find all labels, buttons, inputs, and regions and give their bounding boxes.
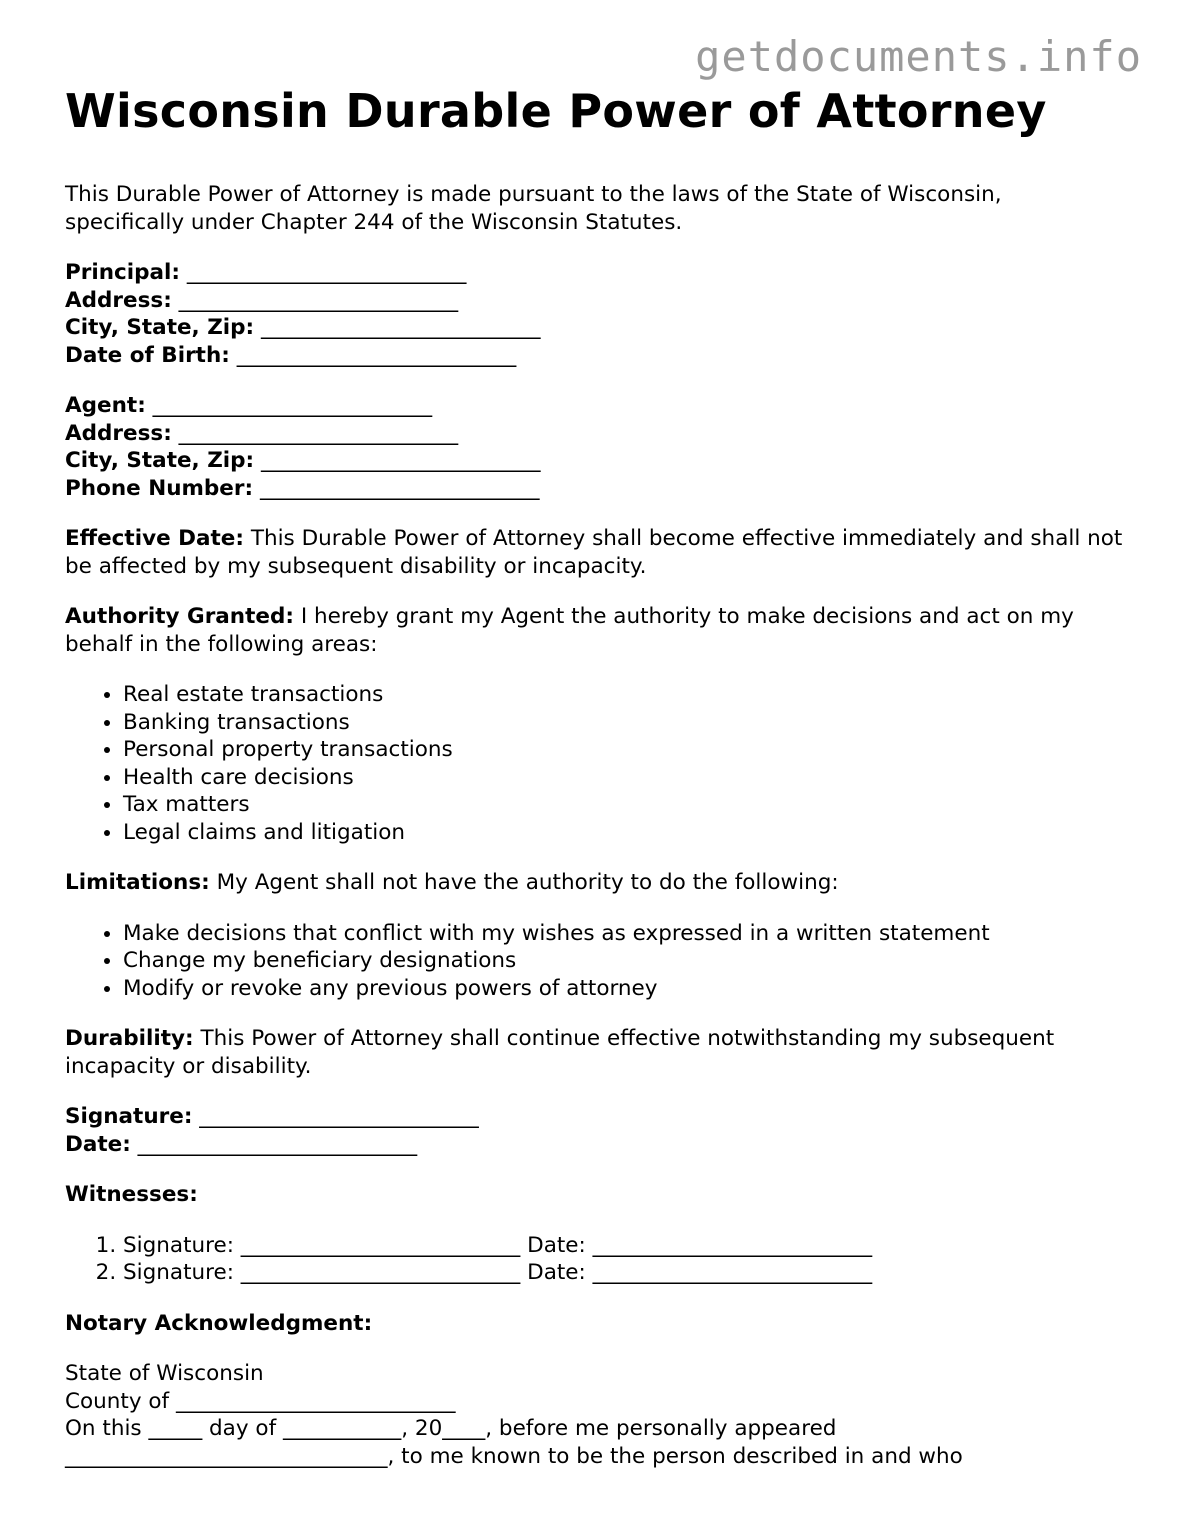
- notary-date-line[interactable]: On this _____ day of ___________, 20____, before me personally appeared: [65, 1416, 837, 1441]
- list-item: • Personal property transactions: [123, 736, 1125, 764]
- notary-section: [65, 1360, 1125, 1470]
- agent-fields: [65, 392, 1125, 502]
- authority-paragraph: Authority Granted: I hereby grant my Agent the authority to make decisions and act on my behalf in the following areas:: [65, 604, 1074, 657]
- limitations-label: Limitations:: [65, 870, 210, 895]
- intro-paragraph: This Durable Power of Attorney is made pursuant to the laws of the State of Wisconsin, specifically under Chapter 244 of the Wisconsin Statutes.: [65, 182, 1002, 235]
- durability-paragraph: Durability: This Power of Attorney shall continue effective notwithstanding my subsequent incapacity or disability.: [65, 1026, 1055, 1079]
- notary-heading: Notary Acknowledgment:: [65, 1310, 373, 1336]
- notary-appeared-line[interactable]: ______________________________, to me known to be the person described in and who: [65, 1443, 963, 1469]
- list-item: • Health care decisions: [123, 764, 1125, 792]
- list-item: • Legal claims and litigation: [123, 819, 1125, 847]
- agent-city-state-zip-field[interactable]: City, State, Zip: __________________________: [65, 448, 541, 473]
- witnesses-list: [65, 1232, 1125, 1287]
- limitations-paragraph: Limitations: My Agent shall not have the authority to do the following:: [65, 870, 839, 895]
- signature-date-field[interactable]: Date: __________________________: [65, 1131, 418, 1157]
- notary-state-line: State of Wisconsin: [65, 1361, 264, 1386]
- principal-signature-field[interactable]: Signature: __________________________: [65, 1104, 479, 1129]
- agent-phone-number-field[interactable]: Phone Number: __________________________: [65, 475, 540, 501]
- effective-date-paragraph: Effective Date: This Durable Power of Attorney shall become effective immediately and shall not be affected by my subsequent disability or incapacity.: [65, 526, 1123, 579]
- durability-label: Durability:: [65, 1026, 194, 1051]
- principal-date-of-birth-field[interactable]: Date of Birth: __________________________: [65, 342, 517, 368]
- witness-signature-line[interactable]: 2. Signature: __________________________ Date: __________________________: [123, 1259, 1125, 1287]
- list-item: • Real estate transactions: [123, 681, 1125, 709]
- document-page: [65, 84, 1125, 1470]
- witnesses-heading: Witnesses:: [65, 1182, 198, 1207]
- authority-list: [65, 681, 1125, 846]
- witness-signature-line[interactable]: 1. Signature: __________________________ Date: __________________________: [123, 1232, 1125, 1260]
- authority-label: Authority Granted:: [65, 604, 294, 629]
- list-item: • Banking transactions: [123, 709, 1125, 737]
- list-item: • Tax matters: [123, 791, 1125, 819]
- effective-date-label: Effective Date:: [65, 526, 244, 551]
- principal-fields: [65, 259, 1125, 369]
- principal-city-state-zip-field[interactable]: City, State, Zip: __________________________: [65, 315, 541, 340]
- watermark: getdocuments.info: [695, 32, 1142, 81]
- list-item: • Make decisions that conflict with my wishes as expressed in a written statement: [123, 920, 1125, 948]
- list-item: • Change my beneficiary designations: [123, 947, 1125, 975]
- principal-address-field[interactable]: Address: __________________________: [65, 287, 459, 313]
- list-item: • Modify or revoke any previous powers of attorney: [123, 975, 1125, 1003]
- limitations-list: [65, 920, 1125, 1003]
- principal-name-field[interactable]: Principal: __________________________: [65, 260, 467, 285]
- agent-name-field[interactable]: Agent: __________________________: [65, 393, 433, 418]
- agent-address-field[interactable]: Address: __________________________: [65, 420, 459, 446]
- notary-county-line[interactable]: County of __________________________: [65, 1388, 456, 1414]
- signature-fields: [65, 1103, 1125, 1158]
- page-title: Wisconsin Durable Power of Attorney: [65, 84, 1047, 138]
